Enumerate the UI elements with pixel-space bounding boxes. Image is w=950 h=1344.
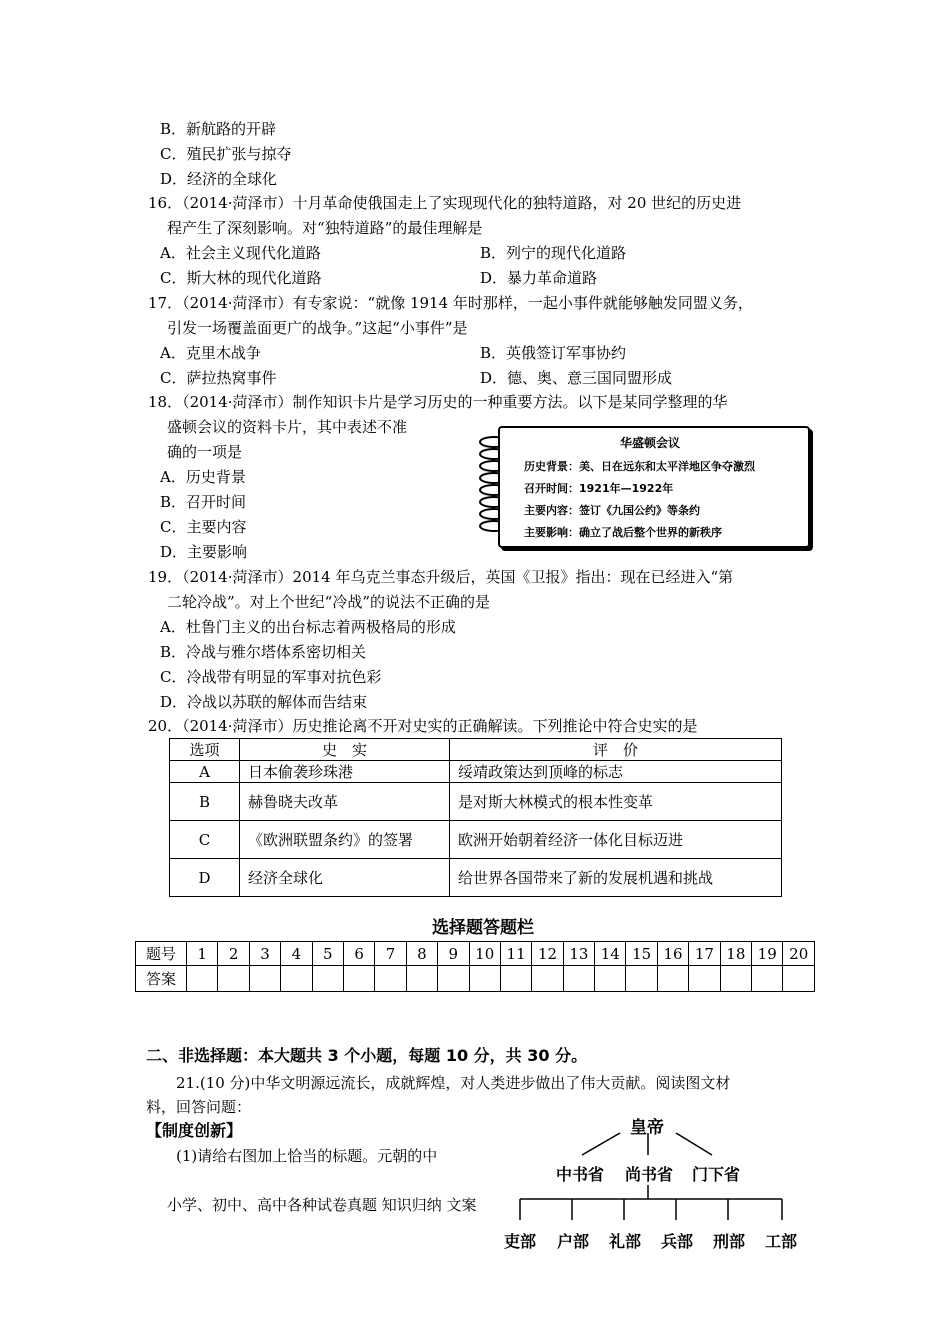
history-table [169,738,782,897]
table-header: 史 实 [240,739,450,761]
table-cell: 给世界各国带来了新的发展机遇和挑战 [450,859,782,897]
option-c: C．斯大林的现代化道路 [160,269,322,287]
answer-table [135,941,815,992]
question-16: 16．（2014·菏泽市）十月革命使俄国走上了实现现代化的独特道路，对 20 世纪的历史进 [148,194,742,212]
table-cell: B [170,783,240,821]
table-header: 评 价 [450,739,782,761]
option-d: D．德、奥、意三国同盟形成 [480,369,673,387]
answer-row [136,966,815,992]
question-18-line3: 确的一项是 [167,443,243,461]
table-row [170,859,782,897]
question-number-cell: 19 [752,942,783,966]
card-row: 历史背景：美、日在远东和太平洋地区争夺激烈 [524,460,755,473]
answer-cell[interactable] [406,966,437,992]
question-number-cell: 6 [343,942,374,966]
answer-cell[interactable] [720,966,751,992]
question-number-cell: 3 [249,942,280,966]
footer-text: 小学、初中、高中各种试卷真题 知识归纳 文案 [167,1196,477,1214]
row-label: 答案 [136,966,187,992]
option-c: C．殖民扩张与掠夺 [160,145,292,163]
option-b: B．召开时间 [160,493,247,511]
card-row: 主要内容：签订《九国公约》等条约 [524,504,700,517]
option-c: C．萨拉热窝事件 [160,369,277,387]
option-c: C．冷战带有明显的军事对抗色彩 [160,668,382,686]
org-node: 礼部 [609,1232,642,1251]
question-17: 17．（2014·菏泽市）有专家说：“就像 1914 年时那样，一起小事件就能够触发同盟义务， [148,294,753,312]
answer-cell[interactable] [752,966,783,992]
option-b: B．列宁的现代化道路 [480,244,627,262]
question-number-cell: 14 [595,942,626,966]
table-row [170,761,782,783]
table-cell: C [170,821,240,859]
answer-table-title: 选择题答题栏 [432,918,534,938]
option-d: D．主要影响 [160,543,248,561]
question-19-line2: 二轮冷战”。对上个世纪“冷战”的说法不正确的是 [167,593,491,611]
question-18: 18．（2014·菏泽市）制作知识卡片是学习历史的一种重要方法。以下是某同学整理的华 [148,393,728,411]
table-cell: 是对斯大林模式的根本性变革 [450,783,782,821]
table-cell: 《欧洲联盟条约》的签署 [240,821,450,859]
answer-cell[interactable] [218,966,249,992]
card-row: 主要影响：确立了战后整个世界的新秩序 [524,526,722,539]
question-16-line2: 程产生了深刻影响。对“独特道路”的最佳理解是 [167,219,483,237]
question-number-cell: 1 [187,942,218,966]
table-cell: 欧洲开始朝着经济一体化目标迈进 [450,821,782,859]
row-label: 题号 [136,942,187,966]
question-number-cell: 20 [783,942,815,966]
question-18-line2: 盛顿会议的资料卡片，其中表述不准 [167,418,408,436]
question-number-cell: 10 [469,942,500,966]
option-d: D．暴力革命道路 [480,269,598,287]
question-number-cell: 17 [689,942,720,966]
org-node: 门下省 [692,1165,741,1184]
question-21-line2: 料，回答问题： [146,1098,252,1116]
question-number-cell: 8 [406,942,437,966]
table-header-row [170,739,782,761]
answer-cell[interactable] [626,966,657,992]
answer-cell[interactable] [469,966,500,992]
answer-cell[interactable] [783,966,815,992]
answer-cell[interactable] [281,966,312,992]
org-node: 兵部 [661,1232,694,1251]
option-a: A．社会主义现代化道路 [160,244,321,262]
number-row [136,942,815,966]
question-21: 21.(10 分)中华文明源远流长，成就辉煌，对人类进步做出了伟大贡献。阅读图文材 [176,1074,731,1092]
option-a: A．历史背景 [160,468,246,486]
option-d: D．经济的全球化 [160,170,278,188]
answer-cell[interactable] [563,966,594,992]
question-number-cell: 2 [218,942,249,966]
card-title: 华盛顿会议 [620,436,681,450]
answer-cell[interactable] [187,966,218,992]
answer-cell[interactable] [312,966,343,992]
table-header: 选项 [170,739,240,761]
option-d: D．冷战以苏联的解体而告结束 [160,693,368,711]
question-17-line2: 引发一场覆盖面更广的战争。”这起“小事件”是 [167,319,468,337]
question-21-part1: (1)请给右图加上恰当的标题。元朝的中 [176,1147,438,1165]
question-number-cell: 13 [563,942,594,966]
question-number-cell: 18 [720,942,751,966]
section-heading: 二、非选择题：本大题共 3 个小题，每题 10 分，共 30 分。 [146,1046,588,1065]
table-cell: 日本偷袭珍珠港 [240,761,450,783]
question-number-cell: 5 [312,942,343,966]
option-b: B．英俄签订军事协约 [480,344,627,362]
table-cell: A [170,761,240,783]
option-b: B．新航路的开辟 [160,120,277,138]
table-cell: 赫鲁晓夫改革 [240,783,450,821]
org-node: 尚书省 [625,1165,674,1184]
answer-cell[interactable] [657,966,688,992]
option-b: B．冷战与雅尔塔体系密切相关 [160,643,367,661]
answer-cell[interactable] [595,966,626,992]
question-number-cell: 9 [438,942,469,966]
option-c: C．主要内容 [160,518,247,536]
question-number-cell: 11 [500,942,531,966]
question-number-cell: 12 [532,942,563,966]
org-node: 吏部 [504,1232,537,1251]
org-node: 中书省 [556,1165,605,1184]
table-row [170,821,782,859]
table-cell: 经济全球化 [240,859,450,897]
question-number-cell: 4 [281,942,312,966]
subsection-heading: 【制度创新】 [146,1121,243,1140]
option-a: A．克里木战争 [160,344,261,362]
answer-cell[interactable] [689,966,720,992]
org-chart-lines [490,1105,810,1335]
knowledge-card [498,426,810,548]
org-node: 工部 [765,1232,798,1251]
table-cell: 绥靖政策达到顶峰的标志 [450,761,782,783]
answer-cell[interactable] [532,966,563,992]
answer-cell[interactable] [343,966,374,992]
answer-cell[interactable] [438,966,469,992]
question-number-cell: 7 [375,942,406,966]
question-19: 19．（2014·菏泽市）2014 年乌克兰事态升级后，英国《卫报》指出：现在已经进入“第 [148,568,734,586]
question-number-cell: 15 [626,942,657,966]
org-node: 户部 [557,1232,590,1251]
org-node: 刑部 [713,1232,746,1251]
question-20: 20．（2014·菏泽市）历史推论离不开对史实的正确解读。下列推论中符合史实的是 [148,717,698,735]
option-a: A．杜鲁门主义的出台标志着两极格局的形成 [160,618,456,636]
question-number-cell: 16 [657,942,688,966]
answer-cell[interactable] [375,966,406,992]
table-row [170,783,782,821]
card-row: 召开时间：1921年—1922年 [524,482,674,495]
answer-cell[interactable] [500,966,531,992]
table-cell: D [170,859,240,897]
org-node-emperor: 皇帝 [630,1118,664,1138]
answer-cell[interactable] [249,966,280,992]
